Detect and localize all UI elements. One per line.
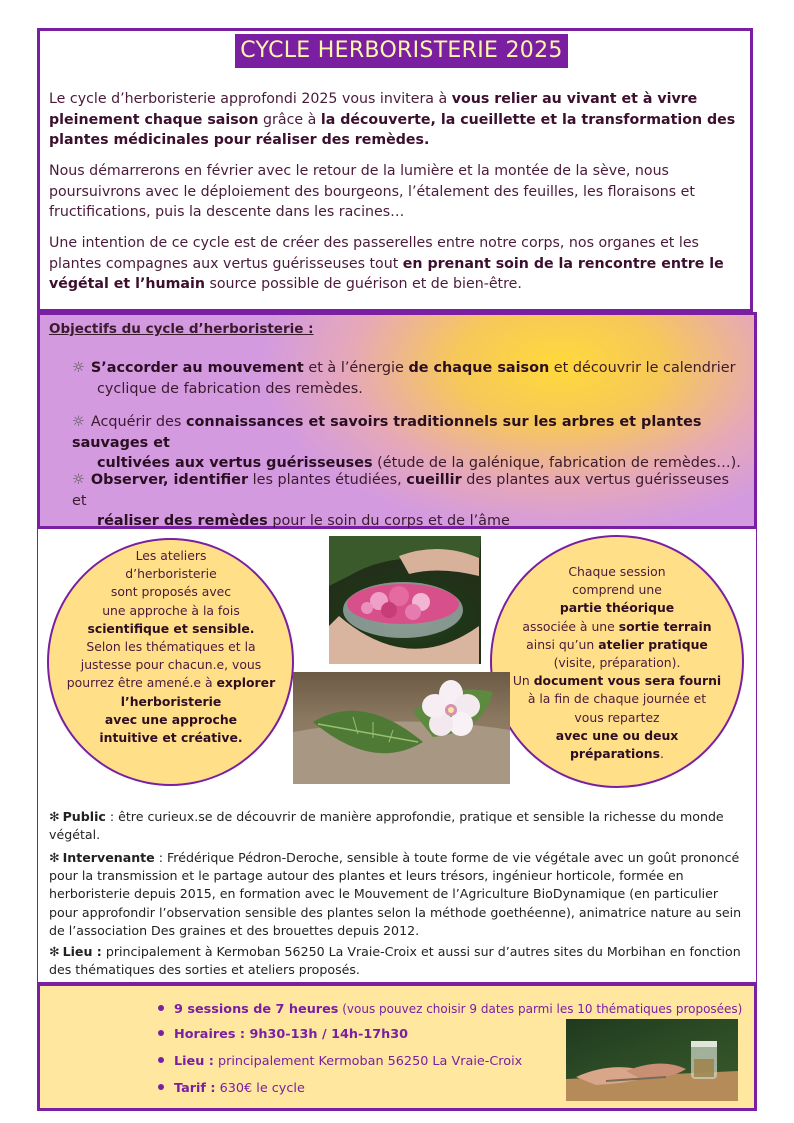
intro-text-run: en prenant soin de la rencontre entre le végétal et l’humain — [49, 255, 724, 292]
session-label: Lieu : — [174, 1054, 214, 1069]
circle-text-run: l’herboristerie — [120, 693, 222, 709]
sun-bullet-icon: ☼ — [72, 472, 85, 488]
circle-text-run: sortie terrain — [618, 618, 712, 634]
session-item — [158, 1053, 522, 1071]
intro-paragraph-3 — [49, 233, 749, 295]
circle-text-run: Les ateliers — [135, 548, 207, 563]
session-detail: 630€ le cycle — [215, 1081, 305, 1096]
info-intervenante — [49, 849, 747, 940]
circle-line — [505, 563, 729, 581]
objective-text-run: cyclique de fabrication des remèdes. — [97, 380, 363, 397]
circle-text-run: vous repartez — [574, 709, 660, 725]
circle-text-run: avec une ou deux — [555, 727, 679, 743]
circle-line — [505, 618, 729, 636]
circle-text-run: justesse pour chacun.e, vous — [80, 657, 262, 673]
info-text: principalement à Kermoban 56250 La Vraie-Croix et aussi sur d’autres sites du Morbihan en fonction des thématiques des sorties et ateliers proposés. — [49, 944, 741, 978]
circle-text-run: document vous sera fourni — [533, 673, 722, 689]
objective-item — [72, 470, 747, 532]
objective-text-run: les plantes étudiées, — [248, 472, 407, 488]
circle-text-run: (visite, préparation). — [553, 655, 681, 671]
info-label: Lieu : — [62, 944, 102, 959]
objective-text-run: et à l’énergie — [303, 360, 409, 376]
info-label: Intervenante — [62, 850, 155, 865]
info-public — [49, 808, 747, 844]
circle-line — [505, 636, 729, 654]
objective-item — [72, 358, 747, 399]
sun-bullet-icon: ☼ — [72, 360, 85, 376]
objective-text-run: cueillir — [406, 472, 462, 488]
circle-text-run: préparations — [570, 746, 660, 762]
objective-text-run: et découvrir le calendrier — [549, 360, 736, 376]
circle-text-run: associée à une — [522, 618, 619, 634]
circle-line — [62, 693, 280, 711]
circle-text-run: atelier pratique — [598, 636, 708, 652]
bullet-dot-icon — [158, 1030, 164, 1036]
bullet-dot-icon — [158, 1057, 164, 1063]
circle-text-run: partie théorique — [559, 600, 675, 616]
info-lieu — [49, 943, 747, 979]
objectives-title: Objectifs du cycle d’herboristerie : — [49, 321, 314, 337]
session-item — [158, 1080, 305, 1098]
circle-text-run: sont proposés avec — [110, 584, 232, 600]
circle-line — [505, 581, 729, 599]
session-label: Tarif : — [174, 1081, 216, 1096]
circle-line — [62, 656, 280, 674]
circle-text-run: pourrez être amené.e à — [66, 675, 217, 691]
remedy-preparation-photo — [566, 1019, 738, 1101]
asterisk-bullet-icon: ✻ — [49, 850, 60, 865]
page-title: CYCLE HERBORISTERIE 2025 — [235, 34, 568, 68]
circle-text-run: à la fin de chaque journée et — [527, 691, 707, 707]
circle-text-run: Un — [512, 673, 534, 689]
circle-line — [62, 638, 280, 656]
objective-text-run: réaliser des remèdes — [97, 513, 268, 529]
intro-text-run: source possible de guérison et de bien-être. — [204, 276, 522, 292]
sun-bullet-icon: ☼ — [72, 414, 85, 430]
circle-text-run: Selon les thématiques et la — [86, 639, 256, 655]
circle-line — [505, 727, 729, 745]
objective-text-run: cultivées aux vertus guérisseuses — [97, 455, 373, 471]
intro-text-run: Le cycle d’herboristerie approfondi 2025 vous invitera à — [49, 91, 452, 107]
right-circle-text — [505, 563, 729, 763]
intro-text-run: vous relier au vivant et à vivre pleinement chaque saison — [49, 91, 698, 128]
objective-text-run: Observer, identifier — [90, 472, 249, 488]
intro-paragraph-1 — [49, 89, 749, 151]
circle-text-run: ainsi qu’un — [526, 636, 599, 652]
circle-line — [505, 745, 729, 763]
intro-text-run: la découverte, la cueillette et la transformation des plantes médicinales pour réaliser des remèdes. — [49, 111, 736, 148]
bullet-dot-icon — [158, 1005, 164, 1011]
session-detail: (vous pouvez choisir 9 dates parmi les 10 thématiques proposées) — [338, 1002, 743, 1016]
session-detail: principalement Kermoban 56250 La Vraie-Croix — [213, 1054, 523, 1069]
objective-text-run: Acquérir des — [90, 414, 186, 430]
objective-text-run: connaissances et savoirs traditionnels sur les arbres et plantes sauvages et — [72, 414, 702, 451]
objective-text-run: (étude de la galénique, fabrication de remèdes…). — [372, 455, 741, 471]
circle-line — [505, 672, 729, 690]
intro-paragraph-2: Nous démarrerons en février avec le retour de la lumière et la montée de la sève, nous poursuivrons avec le déploiement des bourgeons, l’étalement des feuilles, les floraisons et fructifications, puis la descente dans les racines… — [49, 163, 695, 220]
circle-text-run: avec une approche — [104, 711, 238, 727]
circle-line — [505, 599, 729, 617]
circle-text-run: d’herboristerie — [125, 566, 217, 582]
circle-text-run: explorer — [216, 675, 276, 691]
circle-line — [505, 690, 729, 708]
objective-text-run: pour le soin du corps et de l’âme — [267, 513, 510, 529]
circle-line — [62, 602, 280, 620]
circle-line — [62, 674, 280, 692]
circle-text-run: scientifique et sensible. — [87, 620, 255, 636]
bullet-dot-icon — [158, 1084, 164, 1090]
session-label: Horaires : 9h30-13h / 14h-17h30 — [174, 1027, 409, 1042]
intro-text-run: grâce à — [258, 111, 321, 128]
asterisk-bullet-icon: ✻ — [49, 944, 60, 959]
circle-line — [62, 547, 280, 565]
info-label: Public — [62, 809, 106, 824]
objective-text-run: S’accorder au mouvement — [90, 360, 304, 376]
circle-line — [62, 583, 280, 601]
circle-text-run: . — [660, 746, 664, 762]
circle-text-run: intuitive et créative. — [99, 730, 243, 746]
session-label: 9 sessions de 7 heures — [174, 1002, 339, 1017]
info-text: : Frédérique Pédron-Deroche, sensible à toute forme de vie végétale avec un goût prononcé pour la transmission et le partage autour des plantes et leurs trésors, ingénieur horticole, formée en herboristerie depuis 2015, en formation avec le Mouvement de l’Agriculture BioDynamique (en particulier pour approfondir l’observation sensible des plantes selon la méthode goethéenne), animatrice nature au sein de l’association Des graines et des brouettes depuis 2012. — [49, 850, 742, 938]
left-circle-text — [62, 547, 280, 747]
intro-text-run: Une intention de ce cycle est de créer des passerelles entre notre corps, nos organes et les plantes compagnes aux vertus guérisseuses tout — [49, 235, 699, 272]
circle-text-run: une approche à la fois — [102, 602, 240, 618]
circle-text-run: comprend une — [572, 582, 662, 598]
circle-line — [62, 729, 280, 747]
session-item — [158, 1026, 408, 1044]
flower-bowl-photo — [329, 536, 481, 664]
objective-text-run: de chaque saison — [408, 360, 550, 376]
objective-item — [72, 412, 747, 474]
asterisk-bullet-icon: ✻ — [49, 809, 60, 824]
objective-text-run: des plantes aux vertus guérisseuses et — [72, 472, 729, 509]
circle-line — [62, 565, 280, 583]
circle-line — [62, 620, 280, 638]
objective-continuation — [72, 379, 747, 400]
circle-text-run: Chaque session — [568, 564, 666, 579]
circle-line — [505, 654, 729, 672]
marshmallow-flower-photo — [293, 672, 510, 784]
circle-line — [62, 711, 280, 729]
circle-line — [505, 709, 729, 727]
session-item — [158, 1000, 742, 1019]
info-text: : être curieux.se de découvrir de manière approfondie, pratique et sensible la richesse du monde végétal. — [49, 809, 724, 843]
